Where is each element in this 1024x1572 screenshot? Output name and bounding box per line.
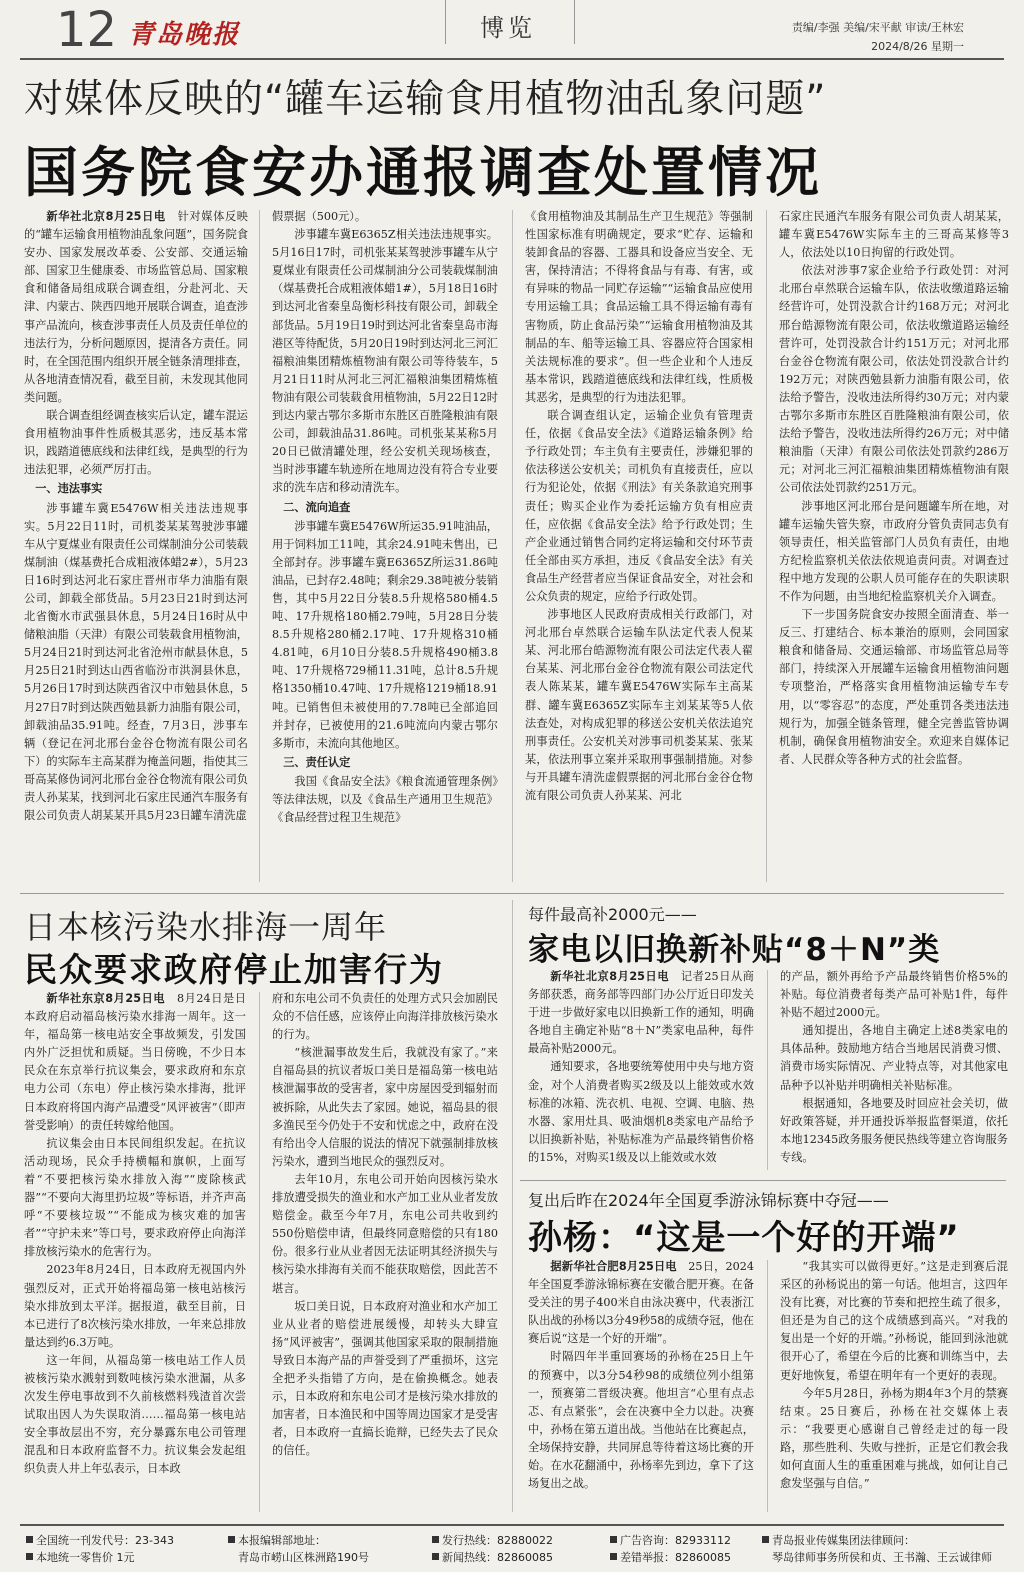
bullet-square-icon: [762, 1536, 769, 1543]
footer-text: 琴岛律师事务所侯和贞、王书瀚、王云诚律师: [772, 1551, 992, 1564]
column-divider: [259, 210, 260, 882]
body-paragraph: 2023年8月24日，日本政府无视国内外强烈反对，正式开始将福岛第一核电站核污染水排放到太平洋。据报道，截至目前，日本已进行了8次核污染水排放，一年来总排放量达到约6.3万吨。: [24, 1263, 246, 1349]
story-divider: [20, 893, 1004, 894]
body-paragraph: 石家庄民通汽车服务有限公司负责人胡某某，罐车冀E5476W实际车主的三哥高某修等3人，依法处以10日拘留的行政处罚。: [779, 210, 1009, 260]
footer-text: 本地统一零售价 1元: [36, 1551, 135, 1564]
lead-text: 针对媒体反映的“罐车运输食用植物油乱象问题”，国务院食安办、国家发展改革委、公安部、交通运输部、国家卫生健康委、市场监管总局、国家粮食和储备局组成联合调查组，分赴河北、天津、内蒙古、陕西四地开展联合调查，追查涉事产品流向，核查涉事责任人员及责任单位的违法行为，分析问题原因，提清各方责任。同时，在全国范围内组织开展全链条清理排查，从各地清查情况看，截至目前，未发现其他同类问题。: [24, 210, 248, 404]
story3-kicker: 每件最高补2000元——: [528, 905, 697, 924]
dateline: 新华社东京8月25日电: [46, 992, 166, 1005]
story1-kicker: 对媒体反映的“罐车运输食用植物油乱象问题”: [24, 77, 827, 122]
body-paragraph: 下一步国务院食安办按照全面清查、举一反三、打建结合、标本兼治的原则，会同国家粮食和储备局、交通运输部、市场监管总局等部门，持续深入开展罐车运输食用植物油问题专项整治，严格落实食用植物油运输专车专用，以“零容忍”的态度，严处重罚各类违法违规行为，加强全链条管理，健全完善监管协调机制，确保食用植物油安全。欢迎来自媒体记者、人民群众等各种方式的社会监督。: [779, 608, 1009, 766]
footer-text: 本报编辑部地址：: [238, 1534, 326, 1547]
footer-info-bar: [20, 1524, 1004, 1570]
body-paragraph: 坂口美日说，日本政府对渔业和水产加工业从业者的赔偿进展缓慢，却转头大肆宣扬“风评被害”，强调其他国家采取的限制措施导致日本海产品的声誉受到了严重损坏，这完全把矛头指错了方向，是在偷换概念。她表示，日本政府和东电公司才是核污染水排放的加害者，日本渔民和中国等周边国家才是受害者，日本政府一直搞长诡辩，已经失去了民众的信任。: [272, 1299, 498, 1458]
body-paragraph: 《食用植物油及其制品生产卫生规范》等强制性国家标准有明确规定，要求“贮存、运输和装卸食品的容器、工器具和设备应当安全、无害，保持清洁；不得将食品与有毒、有害，或有异味的物品一同贮存运输”“运输食品应使用专用运输工具；食品运输工具不得运输有毒有害物质，防止食品污染”“运输食用植物油及其制品的车、船等运输工具、容器应符合国家相关法规标准的要求”。但一些企业和个人违反基本常识，践踏道德底线和法律红线，性质极其恶劣，是典型的行为违法犯罪。: [525, 210, 753, 404]
footer-cell: [610, 1532, 731, 1566]
footer-text: 青岛市崂山区株洲路190号: [238, 1551, 369, 1564]
story4-headline: 孙杨：“这是一个好的开端”: [528, 1218, 960, 1258]
body-paragraph: 联合调查组经调查核实后认定，罐车混运食用植物油事件性质极其恶劣，违反基本常识，践踏道德底线和法律红线，是典型的行为违法犯罪，必须严厉打击。: [24, 409, 248, 477]
story1-column-4: [779, 208, 1009, 769]
lead-paragraph: [528, 1258, 754, 1348]
bullet-square-icon: [228, 1536, 235, 1543]
body-paragraph: 根据通知，各地要及时回应社会关切，做好政策答疑，并开通投诉举报监督渠道，依托本地12345政务服务便民热线等建立咨询服务专线。: [780, 1096, 1008, 1164]
dateline: 据新华社合肥8月25日电: [550, 1260, 677, 1273]
body-paragraph: 假票据（500元）。: [272, 210, 367, 223]
footer-cell: [432, 1532, 553, 1566]
column-divider: [512, 900, 513, 1512]
story2-kicker: 日本核污染水排海一周年: [24, 908, 388, 946]
story1-column-1: [24, 208, 248, 825]
body-paragraph: 通知要求，各地要统筹使用中央与地方资金，对个人消费者购买2级及以上能效或水效标准的冰箱、洗衣机、电视、空调、电脑、热水器、家用灶具、吸油烟机8类家电产品给予以旧换新补贴，补贴标准为产品最终销售价格的15%，对购买1级及以上能效或水效: [528, 1060, 754, 1164]
story3-column-2: [780, 968, 1008, 1167]
body-paragraph: “我其实可以做得更好。”这是走到赛后混采区的孙杨说出的第一句话。他坦言，这四年没有比赛，对比赛的节奏和把控生疏了很多，但还是为自己的这个成绩感到高兴。“对我的复出是一个好的开端。”孙杨说，能回到泳池就很开心了，希望在今后的比赛和训练当中，去更好地恢复，希望在明年有一个更好的表现。: [780, 1260, 1008, 1382]
page-number: 12: [56, 2, 118, 58]
column-divider: [512, 210, 513, 882]
footer-cell: [228, 1532, 369, 1566]
story4-column-1: [528, 1258, 754, 1493]
body-paragraph: 我国《食品安全法》《粮食流通管理条例》等法律法规，以及《食品生产通用卫生规范》《食品经营过程卫生规范》: [272, 774, 498, 825]
masthead-rule: [20, 58, 1004, 60]
body-paragraph: 通知提出，各地自主确定上述8类家电的具体品种。鼓励地方结合当地居民消费习惯、消费市场实际情况、产业特点等，对其他家电品种予以补贴并明确相关补贴标准。: [780, 1024, 1008, 1092]
body-paragraph: 涉事罐车冀E5476W相关违法违规事实。5月22日11时，司机娄某某驾驶涉事罐车从宁夏煤业有限责任公司煤制油分公司装载煤制油（煤基费托合成粗液体蜡2#），5月23日16时到达河北石家庄晋州市华力油脂有限公司，卸载全部货品。5月23日21时到达河北省衡水市武强县休息，5月24日16时从中储粮油脂（天津）有限公司装载食用植物油，5月24日21时到达河北省沧州市献县休息，5月25日21时到达山西省临汾市洪洞县休息，5月26日17时到达陕西省汉中市勉县休息，5月27日7时到达陕西勉县新力油脂有限公司，卸载油品35.91吨。经查，7月3日，涉事车辆（登记在河北邢台金谷仓物流有限公司名下）的实际车主高某群为掩盖问题，指使其三哥高某修伪词河北邢台金谷仓物流有限公司负责人孙某某，找到河北石家庄民通汽车服务有限公司负责人胡某某开具5月23日罐车清洗虚: [24, 501, 248, 823]
body-paragraph: 今年5月28日，孙杨为期4年3个月的禁赛结束。25日赛后，孙杨在社交媒体上表示：“我要更心感谢自己曾经走过的每一段路，那些胜利、失败与挫折，正是它们教会我如何直面人生的重重困难与挑战，如何让自己愈发坚强与自信。”: [780, 1386, 1008, 1491]
footer-text: 新闻热线：82860085: [442, 1551, 553, 1564]
column-divider: [766, 210, 767, 882]
footer-text: 青岛报业传媒集团法律顾问：: [772, 1534, 915, 1547]
story1-headline: 国务院食安办通报调查处置情况: [24, 141, 822, 204]
body-paragraph: “核泄漏事故发生后，我就没有家了。”来自福岛县的抗议者坂口美日是福岛第一核电站核泄漏事故的受害者，家中房屋因受到辐射而被拆除，从此失去了家园。她说，福岛县的很多渔民至今仍处于不安和忧虑之中，政府在没有给出令人信服的说法的情况下就强制排放核污染水，遭到当地民众的强烈反对。: [272, 1046, 498, 1168]
lead-text: 25日，2024年全国夏季游泳锦标赛在安徽合肥开赛。在备受关注的男子400米自由泳决赛中，代表浙江队出战的孙杨以3分49秒58的成绩夺冠，他在赛后说“这是一个好的开端”。: [528, 1260, 754, 1346]
body-paragraph: 涉事罐车冀E5476W所运35.91吨油品，用于饲料加工11吨，其余24.91吨未售出，已全部封存。涉事罐车冀E6365Z所运31.86吨油品，已封存2.48吨；剩余29.38吨被分装销售，其中5月22日分装8.5升规格580桶4.5吨、17升规格180桶2.79吨，5月28日分装8.5升规格280桶2.17吨、17升规格310桶4.81吨，6月10日分装8.5升规格490桶3.8吨、17升规格729桶11.31吨，总计8.5升规格1350桶10.47吨、17升规格1219桶18.91吨。已销售但未被使用的7.78吨已全部追回并封存，已被使用的21.6吨流向内蒙古鄂尔多斯市，未流向其他地区。: [272, 519, 498, 750]
body-paragraph: 涉事罐车冀E6365Z相关违法违规事实。5月16日17时，司机张某某驾驶涉事罐车从宁夏煤业有限责任公司煤制油分公司装载煤制油（煤基费托合成粗液体蜡1#），5月18日16时到达河北省秦皇岛衡杉科技有限公司，卸载全部货品。5月19日19时到达河北省秦皇岛市海港区等待配货，5月20日19时到达河北三河汇福粮油集团精炼植物油有限公司等待装车，5月21日11时从河北三河汇福粮油集团精炼植物油有限公司装载食用植物油，5月22日12时到达内蒙古鄂尔多斯市东胜区百胜隆粮油有限公司，卸载油品31.86吨。司机张某某称5月20日已做清罐处理，经公安机关现场核查，当时涉事罐车轨迹所在地周边没有符合专业要求的洗车店和移动清洗车。: [272, 228, 498, 495]
lead-paragraph: [24, 990, 246, 1135]
body-paragraph: 府和东电公司不负责任的处理方式只会加剧民众的不信任感，应该停止向海洋排放核污染水的行为。: [272, 992, 498, 1042]
bullet-square-icon: [26, 1553, 33, 1560]
body-paragraph: 联合调查组认定，运输企业负有管理责任，依据《食品安全法》《道路运输条例》给予行政处罚；车主负有主要责任，涉嫌犯罪的依法移送公安机关；司机负有直接责任，应以行为犯论处，依据《刑法》有关条款追究刑事责任；购买企业作为委托运输方负有相应责任，应依据《食品安全法》给予行政处罚；生产企业通过销售合同约定将运输和交付环节责任全部由买方承担，违反《食品安全法》有关食品生产经营者应当保证食品安全，对社会和公众负责的规定，应给予行政处罚。: [525, 409, 753, 603]
section-subheading: 三、责任认定: [283, 755, 351, 769]
bullet-square-icon: [26, 1536, 33, 1543]
bullet-square-icon: [610, 1553, 617, 1560]
dateline: 新华社北京8月25日电: [46, 210, 166, 223]
section-subheading: 二、流向追查: [283, 500, 351, 514]
story3-column-1: [528, 968, 754, 1167]
section-title: 博览: [480, 14, 536, 42]
lead-paragraph: [528, 968, 754, 1058]
footer-cell: [762, 1532, 992, 1566]
body-paragraph: 时隔四年半重回赛场的孙杨在25日上午的预赛中，以3分54秒98的成绩位列小组第一，预赛第二晋级决赛。他坦言“心里有点忐忑、有点紧张”，会在决赛中全力以赴。决赛中，孙杨在第五道出战。当他站在比赛起点，全场保持安静，共同屏息等待着这场比赛的开始。在水花翻涌中，孙杨率先到边，拿下了这场复出之战。: [528, 1350, 754, 1491]
section-subheading: 一、违法事实: [35, 482, 103, 496]
story1-column-2: [272, 208, 498, 827]
footer-text: 发行热线：82880022: [442, 1534, 553, 1547]
story4-column-2: [780, 1258, 1008, 1493]
lead-text: 8月24日是日本政府启动福岛核污染水排海一周年。这一年，福岛第一核电站安全事故频发，引发国内外广泛担忧和质疑。当日傍晚，不少日本民众在东京举行抗议集会，要求政府和东京电力公司（东电）停止核污染水排海，批评日本政府将国内海产品遭受“风评被害”（即声誉受影响）的责任转嫁给他国。: [24, 992, 246, 1132]
footer-cell: [26, 1532, 174, 1566]
footer-text: 全国统一刊发代号：23-343: [36, 1534, 174, 1547]
paper-logo: 青岛晚报: [128, 20, 241, 50]
body-paragraph: 这一年间，从福岛第一核电站工作人员被核污染水溅射到数吨核污染水泄漏，从多次发生停电事故到不久前核燃料残渣首次尝试取出因人为失误取消……福岛第一核电站安全事故层出不穷，充分暴露东电公司管理混乱和日本政府监督不力。抗议集会发起组织负责人井上年弘表示，日本政: [24, 1353, 246, 1476]
column-divider: [767, 970, 768, 1170]
story2-headline: 民众要求政府停止加害行为: [24, 950, 444, 989]
story2-column-1: [24, 990, 246, 1479]
column-divider: [767, 1260, 768, 1512]
bullet-square-icon: [432, 1553, 439, 1560]
story2-column-2: [272, 990, 498, 1460]
story-divider: [520, 1180, 1006, 1181]
lead-paragraph: [24, 208, 248, 407]
lead-text: 记者25日从商务部获悉，商务部等四部门办公厅近日印发关于进一步做好家电以旧换新工作的通知，明确各地自主确定补贴“8＋N”类家电品种，每件最高补贴2000元。: [528, 970, 754, 1056]
bullet-square-icon: [432, 1536, 439, 1543]
masthead: [0, 0, 1024, 62]
story1-column-3: [525, 208, 753, 805]
body-paragraph: 去年10月，东电公司开始向因核污染水排放遭受损失的渔业和水产加工业从业者发放赔偿金。截至今年7月，东电公司共收到约550份赔偿申请，但最终同意赔偿的只有180份。很多行业从业者因无法证明其经济损失与核污染水排海有关而不能获取赔偿，因此苦不堪言。: [272, 1172, 498, 1295]
body-paragraph: 依法对涉事7家企业给予行政处罚：对河北邢台卓然联合运输车队，依法收缴道路运输经营许可，处罚没款合计约168万元；对河北邢台皓源物流有限公司，依法收缴道路运输经营许可，处罚没款合计约151万元；对河北邢台金谷仓物流有限公司，依法处罚没款合计约192万元；对陕西勉县新力油脂有限公司，依法给予警告，没收违法所得约30万元；对内蒙古鄂尔多斯市东胜区百胜隆粮油有限公司，依法给予警告，没收违法所得约26万元；对中储粮油脂（天津）有限公司依法处罚款约286万元；对河北三河汇福粮油集团精炼植物油有限公司依法处罚款约251万元。: [779, 264, 1009, 495]
story4-kicker: 复出后昨在2024年全国夏季游泳锦标赛中夺冠——: [528, 1191, 889, 1210]
bullet-square-icon: [610, 1536, 617, 1543]
body-paragraph: 涉事地区人民政府责成相关行政部门，对河北邢台卓然联合运输车队法定代表人倪某某、河北邢台皓源物流有限公司法定代表人翟台某某、河北邢台金谷仓物流有限公司法定代表人陈某某，罐车冀E5476W实际车主高某群、罐车冀E6365Z实际车主刘某某等5人依法查处，对构成犯罪的移送公安机关依法追究刑事责任。公安机关对涉事司机娄某某、张某某，依法刑事立案并采取刑事强制措施。对参与开具罐车清洗虚假票据的河北邢台金谷仓物流有限公司负责人孙某某、河北: [525, 608, 753, 802]
body-paragraph: 涉事地区河北邢台是问题罐车所在地，对罐车运输失管失察，市政府分管负责同志负有领导责任，相关监管部门人员负有责任，由地方纪检监察机关依法依规追责问责。对调查过程中地方发现的公职人员可能存在的失职读职不作为问题，由当地纪检监察机关介入调查。: [779, 499, 1009, 603]
credits-line: 责编/李强 美编/宋平献 审读/王林宏: [791, 21, 964, 34]
dateline: 新华社北京8月25日电: [550, 970, 670, 983]
body-paragraph: 的产品，额外再给予产品最终销售价格5%的补贴。每位消费者每类产品可补贴1件，每件补贴不超过2000元。: [780, 970, 1008, 1020]
story3-headline: 家电以旧换新补贴“8＋N”类: [528, 932, 941, 968]
column-divider: [259, 992, 260, 1512]
body-paragraph: 抗议集会由日本民间组织发起。在抗议活动现场，民众手持横幅和旗帜，上面写着“不要把核污染水排放入海”“废除核武器”“不要向大海里扔垃圾”等标语，并齐声高呼“不要核垃圾”“不能成为核灾难的加害者”“守护未来”等口号，要求政府停止向海洋排放核污染水的危害行为。: [24, 1136, 246, 1259]
footer-text: 差错举报：82860085: [620, 1551, 731, 1564]
footer-text: 广告咨询：82933112: [620, 1534, 731, 1547]
issue-date: 2024/8/26 星期一: [871, 40, 964, 53]
editor-credits: [792, 18, 964, 56]
